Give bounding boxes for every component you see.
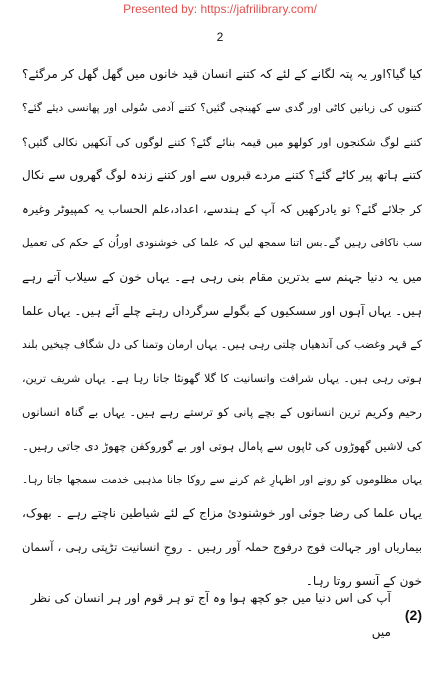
paragraph-number: (2) xyxy=(404,606,422,623)
page-number: 2 xyxy=(216,30,224,44)
text-line: یہاں علما کی رضا جوئی اور خوشنودیٔ مزاج کے لئے شیاطین ناچتے رہے ۔ بھوک، xyxy=(22,506,422,521)
text-line: کر جلائے گئے؟ تو یادرکھیں کہ آپ کے ہندسے، اعداد،علم الحساب یہ کمپیوٹر وغیرہ xyxy=(22,202,422,217)
watermark: Presented by: https://jafrilibrary.com/ xyxy=(123,2,317,16)
paragraph-text: آپ کی اس دنیا میں جو کچھ ہوا وہ آج تو ہر قوم اور ہر انسان کی نظر میں xyxy=(30,590,391,639)
text-line: کتنے ہاتھ پیر کاٹے گئے؟ کتنے مردے قبروں سے اور کتنے زندہ لوگ گھروں سے نکال xyxy=(22,168,422,183)
text-line: یہاں مظلوموں کو رونے اور اظہارِ غم کرنے سے روکا جانا مذہبی خدمت سمجھا جاتا رہا۔ xyxy=(22,473,422,486)
text-line: کیا گیا؟اور یہ پتہ لگانے کے لئے کہ کتنے انسان قید خانوں میں گھل گھل کر مرگئے؟ xyxy=(22,67,422,81)
text-line: ہوتی رہی ہیں۔ یہاں شرافت وانسانیت کا گلا گھونٹا جاتا رہا ہے۔ یہاں شریف ترین، xyxy=(22,372,422,386)
text-line: میں یہ دنیا جہنم سے بدترین مقام بنی رہی ہے۔ یہاں خون کے سیلاب آتے رہے xyxy=(22,269,422,284)
text-line: کتنے لوگ شکنجوں اور کولھو میں قیمہ بنائے گئے؟ کتنے لوگوں کی آنکھیں نکالی گئیں؟ xyxy=(22,135,422,149)
body-text xyxy=(22,58,422,639)
numbered-paragraph xyxy=(22,590,422,639)
text-line: سب ناکافی رہیں گے۔بس اتنا سمجھ لیں کہ علما کی خوشنودی اوراُن کے حکم کی تعمیل xyxy=(22,236,422,249)
text-line: ہیں۔ یہاں آہوں اور سسکیوں کے بگولے سرگرداں رہتے چلے آئے ہیں۔ یہاں علما xyxy=(22,303,422,318)
text-line: کتنوں کی زبانیں کاٹی اور گدی سے کھینچی گئیں؟ کتنے آدمی سُولی اور پھانسی دیئے گئے؟ xyxy=(22,101,422,114)
text-line: بیماریاں اور جہالت فوج درفوج حملہ آور رہیں ۔ روحِ انسانیت تڑپتی رہی ، آسمان xyxy=(22,540,422,555)
text-line: کی لاشیں گھوڑوں کی ٹاپوں سے پامال ہوتی اور بے گوروکفن چھوڑ دی جاتی رہیں۔ xyxy=(22,438,422,453)
text-line: رحیم وکریم ترین انسانوں کے بچے پانی کو ترستے رہے ہیں۔ یہاں بے گناہ انسانوں xyxy=(22,404,422,419)
text-line: کے قہر وغضب کی آندھیاں چلتی رہی ہیں۔ یہاں ارمان وتمنا کی دل شگاف چیخیں بلند xyxy=(22,338,422,352)
text-line: خون کے آنسو روتا رہا۔ xyxy=(305,573,422,588)
